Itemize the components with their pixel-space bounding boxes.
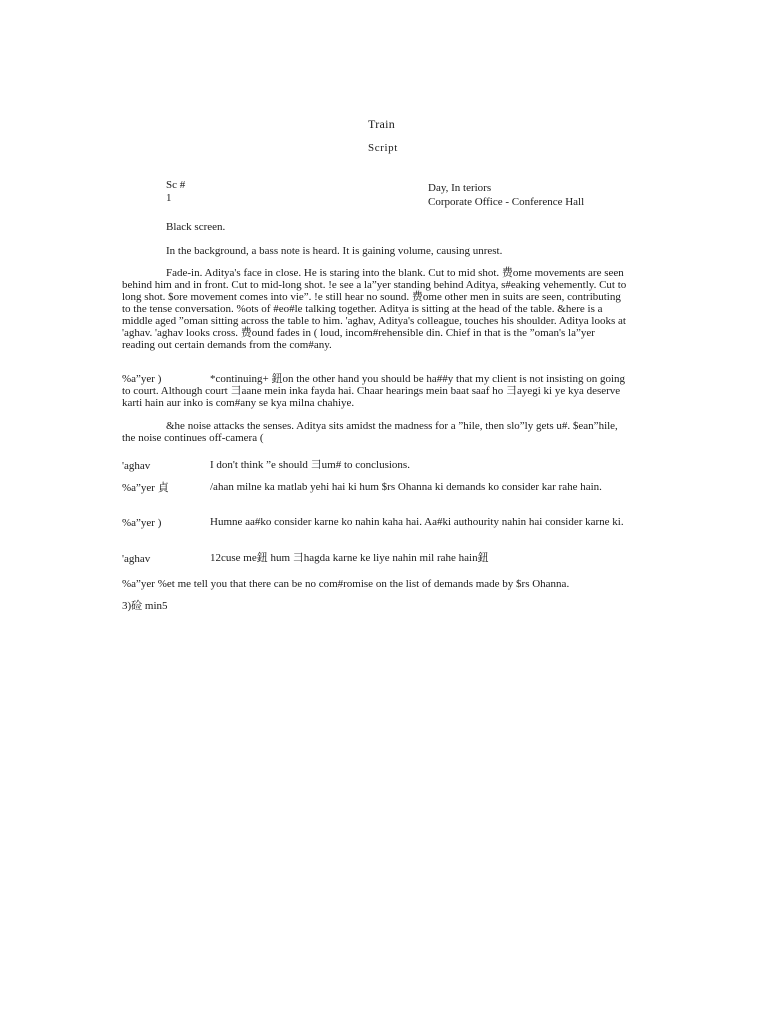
scene-label: Sc # [166, 179, 186, 191]
script-subtitle: Script [368, 142, 398, 154]
script-title: Train [368, 117, 396, 131]
dialogue-speaker: %a”yer ) [122, 373, 162, 385]
scene-heading [428, 181, 584, 209]
dialogue-paragraph: *continuing+ 鈕on the other hand you should be ha##y that my client is not insisting on going to court. Although court 彐aane mein inka fayda hai. Chaar hearings mein baat saaf ho 彐ayegi ki ye kya deserve karti hain aur inko is com#any se kya milna chahiye. [122, 373, 625, 409]
scene-location: Corporate Office - Conference Hall [428, 196, 585, 208]
action-paragraph-3: Fade-in. Aditya's face in close. He is staring into the blank. Cut to mid shot. 费ome movements are seen behind him and in front. Cut to mid-long shot. !e see a la”yer standing behind Aditya, s#eaking vehemently. Cut to long shot. $ore movement comes into vie”. !e still hear no sound. 费ome other men in suits are seen, contributing to the tense conversation. %ots of #eo#le talking together. Aditya is sitting at the head of the table. &here is a middle aged ”oman sitting across the table to him. 'aghav, Aditya's colleague, touches his shoulder. Aditya looks at 'aghav. 'aghav looks cross. 费ound fades in ( loud, incom#rehensible din. Chief in that is the ”oman's la”yer reading out certain demands from the com#any. [122, 267, 627, 351]
page-end-marker: 3)硷 min5 [122, 600, 168, 612]
dialogue-speaker: 'aghav [122, 553, 151, 565]
scene-number-block [166, 179, 185, 205]
dialogue-speaker: 'aghav [122, 460, 151, 472]
dialogue-speaker: %a”yer 貞 [122, 482, 169, 494]
scene-time: Day, In teriors [428, 182, 492, 194]
dialogue-line: Humne aa#ko consider karne ko nahin kaha hai. Aa#ki authourity nahin hai consider karne ki. [210, 516, 624, 528]
dialogue-line: 12cuse me鈕 hum 彐hagda karne ke liye nahin mil rahe hain鈕 [210, 552, 489, 564]
action-paragraph-4: &he noise attacks the senses. Aditya sits amidst the madness for a ”hile, then slo”ly gets u#. $ean”hile, the noise continues off-camera ( [122, 420, 618, 444]
action-paragraph-1: Black screen. [166, 221, 226, 233]
scene-number: 1 [166, 192, 172, 204]
closing-dialogue: %a”yer %et me tell you that there can be no com#romise on the list of demands made by $rs Ohanna. [122, 578, 570, 590]
dialogue-speaker: %a”yer ) [122, 517, 162, 529]
dialogue-line: I don't think ”e should 彐um# to conclusions. [210, 459, 410, 471]
dialogue-line: /ahan milne ka matlab yehi hai ki hum $rs Ohanna ki demands ko consider kar rahe hain. [210, 481, 602, 493]
action-paragraph-2: In the background, a bass note is heard. It is gaining volume, causing unrest. [166, 245, 503, 257]
